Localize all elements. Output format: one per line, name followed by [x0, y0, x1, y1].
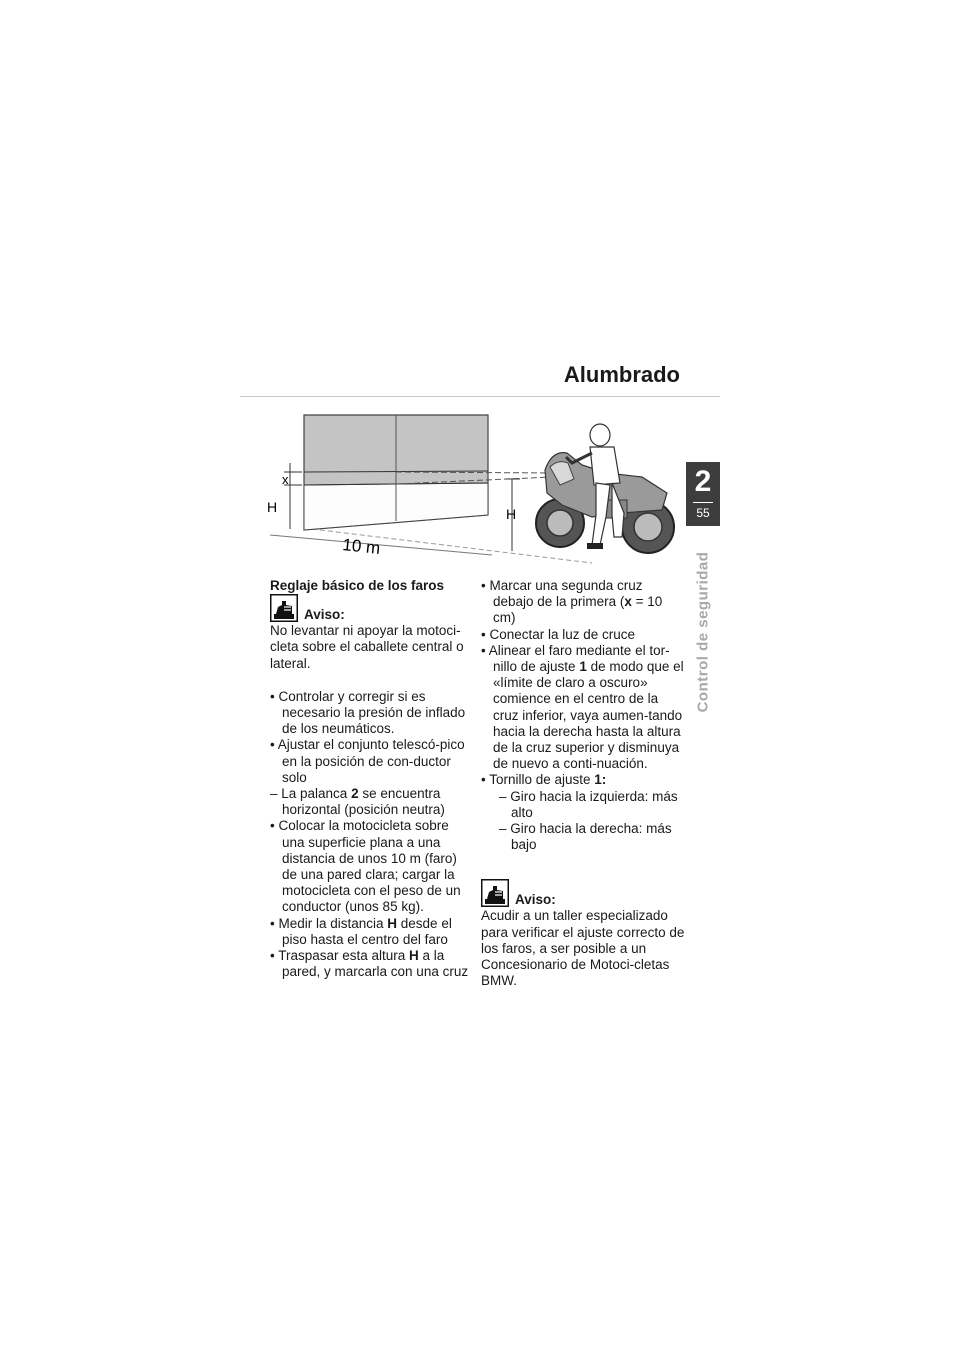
left-column	[270, 578, 475, 980]
note-aviso	[270, 594, 475, 622]
section-heading: Reglaje básico de los faros	[270, 578, 445, 593]
list-item: • Medir la distancia H desde el piso hasta el centro del faro	[270, 915, 452, 947]
chapter-tab	[686, 462, 720, 526]
header-divider	[240, 396, 720, 397]
label-h-right: H	[506, 506, 517, 522]
list-item: • Alinear el faro mediante el tor-nillo de ajuste 1 de modo que el «límite de claro a oscuro» comience en el centro de la cruz inferior, vaya aumen-tando hacia la derecha hasta la altura de la cruz superior y disminuya de nuevo a conti-nuación.	[481, 642, 684, 772]
note-label: Aviso:	[515, 892, 556, 908]
rider-boot	[587, 543, 603, 549]
sub-list-item: – Giro hacia la derecha: más bajo	[499, 821, 672, 853]
list-item: • Tornillo de ajuste 1:	[481, 772, 607, 788]
page-number: 55	[696, 506, 710, 520]
label-h-left: H	[267, 499, 278, 515]
list-item: • Colocar la motocicleta sobre una superficie plana a una distancia de unos 10 m (faro) de una pared clara; cargar la motocicleta con el peso de un conductor (unos 85 kg).	[270, 818, 461, 915]
headlight-adjustment-illustration	[262, 405, 682, 575]
note-icon	[481, 879, 509, 907]
note-label: Aviso:	[304, 607, 345, 623]
note-text: Acudir a un taller especializado para verificar el ajuste correcto de los faros, a ser posible a un Concesionario de Motoci-cletas BMW.	[481, 908, 685, 989]
section-label	[689, 552, 717, 712]
list-item: • Marcar una segunda cruz debajo de la primera (x = 10 cm)	[481, 578, 663, 626]
floor-line	[270, 535, 492, 555]
right-column	[481, 578, 686, 989]
list-item: • Traspasar esta altura H a la pared, y marcarla con una cruz	[270, 948, 469, 980]
chapter-number: 2	[694, 465, 712, 498]
list-item: • Controlar y corregir si es necesario la presión de inflado de los neumáticos.	[270, 688, 466, 737]
note-icon	[270, 594, 298, 622]
label-x: x	[282, 472, 289, 487]
sub-list-item: – Giro hacia la izquierda: más alto	[499, 788, 678, 820]
label-distance: 10 m	[341, 535, 382, 558]
list-item: • Conectar la luz de cruce	[481, 626, 636, 642]
note-text: No levantar ni apoyar la motoci-cleta sobre el caballete central o lateral.	[270, 623, 464, 671]
section-label-text: Control de seguridad	[694, 551, 712, 713]
list-item: • Ajustar el conjunto telescó-pico en la posición de con-ductor solo	[270, 737, 465, 785]
note-aviso	[481, 879, 686, 907]
page-title: Alumbrado	[563, 362, 680, 387]
list-item: – La palanca 2 se encuentra horizontal (posición neutra)	[270, 786, 445, 818]
